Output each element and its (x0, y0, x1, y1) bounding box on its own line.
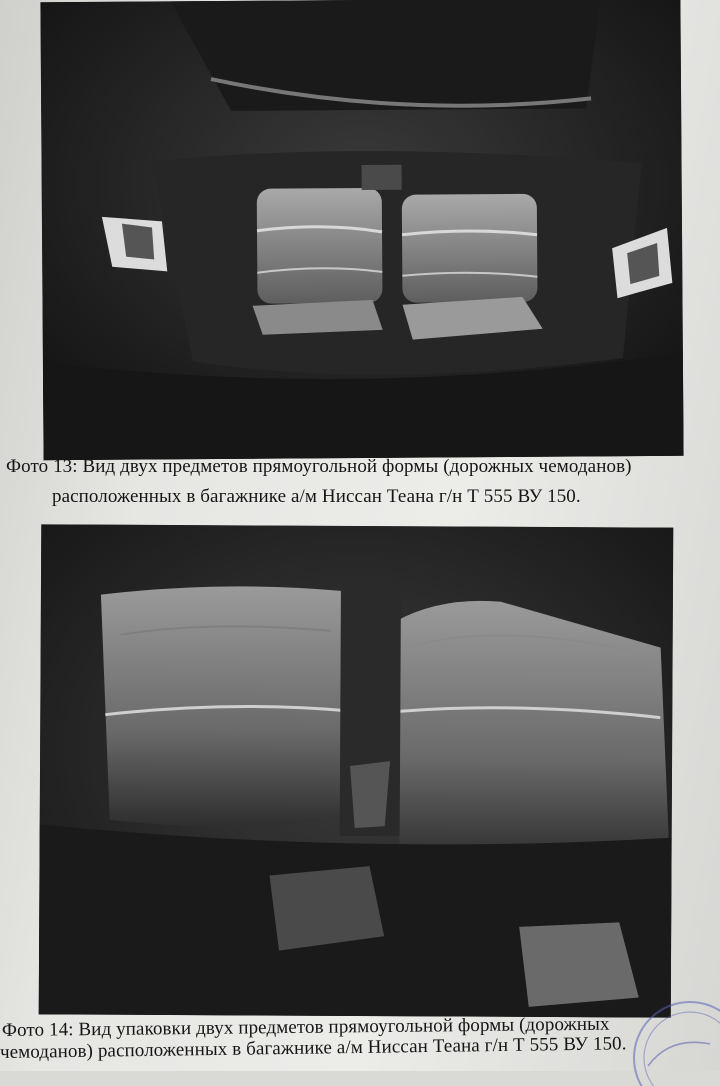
photo-13-caption-line-2: расположенных в багажнике а/м Ниссан Теана г/н Т 555 ВУ 150. (52, 486, 581, 507)
official-stamp (610, 996, 720, 1086)
photo-13-image (40, 0, 683, 460)
photo-14-caption-line-2: чемоданов) расположенных в багажнике а/м Ниссан Теана г/н Т 555 ВУ 150. (0, 1033, 627, 1063)
photo-13-car-trunk (40, 0, 683, 460)
photo-13-caption-line-1: Фото 13: Вид двух предметов прямоугольной формы (дорожных чемоданов) (6, 456, 632, 477)
photo-14-image (39, 524, 674, 1017)
photo-14-caption-line-1: Фото 14: Вид упаковки двух предметов прямоугольной формы (дорожных (1, 1013, 610, 1041)
photo-14-wrapped-packages (39, 524, 674, 1017)
